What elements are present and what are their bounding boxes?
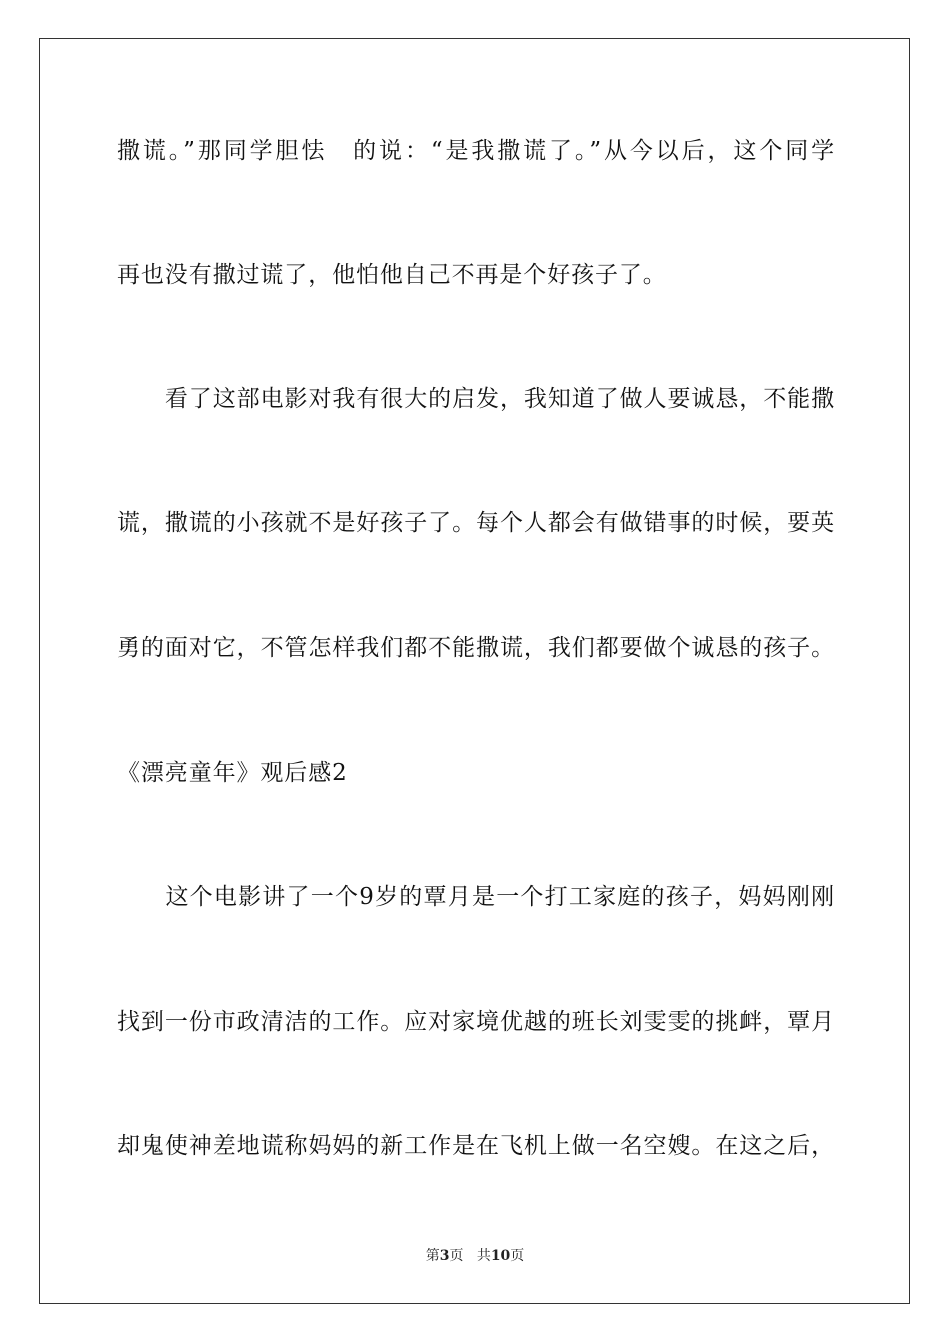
text-line-4: 谎，撒谎的小孩就不是好孩子了。每个人都会有做错事的时候，要英 [117, 510, 835, 536]
page-prefix: 第 [425, 1248, 440, 1264]
text-line-8: 找到一份市政清洁的工作。应对家境优越的班长刘雯雯的挑衅，覃月 [117, 1009, 835, 1035]
total-suffix: 页 [510, 1248, 525, 1264]
paragraph-start-line-2: 这个电影讲了一个9岁的覃月是一个打工家庭的孩子，妈妈刚刚 [117, 884, 835, 910]
page-footer [0, 1247, 950, 1265]
text-line-9: 却鬼使神差地谎称妈妈的新工作是在飞机上做一名空嫂。在这之后， [117, 1133, 835, 1159]
text-line-5: 勇的面对它，不管怎样我们都不能撒谎，我们都要做个诚恳的孩子。 [117, 635, 835, 661]
total-prefix: 共 [476, 1248, 491, 1264]
paragraph-start-line: 看了这部电影对我有很大的启发，我知道了做人要诚恳，不能撒 [117, 386, 835, 412]
text-line-2: 再也没有撒过谎了，他怕他自己不再是个好孩子了。 [117, 262, 667, 288]
page-number: 3 [439, 1248, 450, 1264]
total-pages: 10 [490, 1248, 511, 1264]
page-border [39, 38, 910, 1304]
page-suffix: 页 [449, 1248, 464, 1264]
section-heading: 《漂亮童年》观后感2 [117, 760, 348, 786]
text-line-1: 撒谎。”那同学胆怯 的说：“是我撒谎了。”从今以后，这个同学 [117, 138, 835, 164]
